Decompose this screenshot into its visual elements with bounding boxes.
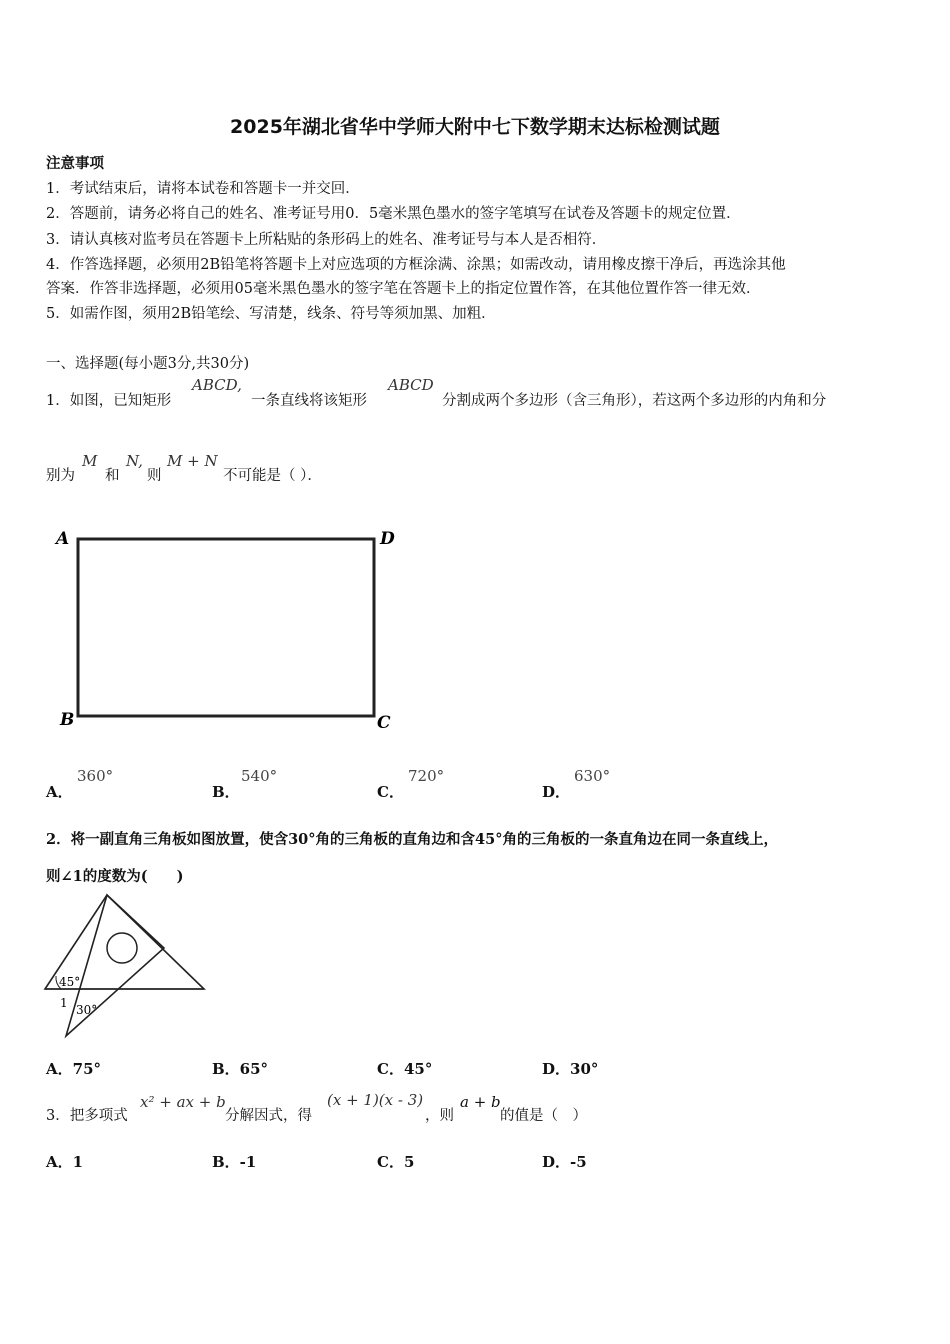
angle-1-label: 1: [60, 996, 68, 1010]
q2-option-c[interactable]: C．45°: [377, 1060, 433, 1078]
q1-option-a-value: 360°: [77, 767, 114, 785]
q1-option-d-value: 630°: [574, 767, 611, 785]
notice-line-5: 答案．作答非选择题，必须用05毫米黑色墨水的签字笔在答题卡上的指定位置作答，在其他位置作答一律无效．: [46, 281, 761, 297]
q3-option-d[interactable]: D．-5: [542, 1153, 587, 1171]
vertex-a: A: [56, 529, 70, 549]
q1-text-5: 和: [105, 468, 120, 484]
vertex-d: D: [380, 529, 395, 549]
q3-text-1: 3．把多项式: [46, 1108, 128, 1124]
q2-line-2: 则∠1的度数为( ): [46, 868, 184, 885]
q3-text-2: 分解因式，得: [225, 1108, 312, 1124]
vertex-b: B: [60, 710, 75, 730]
q3-text-3: ，则: [425, 1108, 454, 1124]
vertex-c: C: [377, 713, 391, 733]
q1-option-b-letter[interactable]: B．: [212, 783, 240, 801]
q1-math-m-plus-n: M + N: [167, 452, 218, 470]
rectangle-abcd: [78, 539, 374, 716]
page-title: 2025年湖北省华中学师大附中七下数学期末达标检测试题: [230, 116, 720, 138]
angle-45-label: 45°: [59, 975, 81, 989]
triangle-figure: [42, 892, 212, 1042]
notice-line-6: 5．如需作图，须用2B铅笔绘、写清楚，线条、符号等须加黑、加粗．: [46, 306, 496, 322]
q1-option-a-letter[interactable]: A．: [46, 783, 73, 801]
q1-text-3: 分割成两个多边形（含三角形），若这两个多边形的内角和分: [442, 393, 827, 409]
q1-math-n: N,: [126, 452, 143, 470]
q2-option-b[interactable]: B．65°: [212, 1060, 269, 1078]
q3-math-polynomial: x² + ax + b: [140, 1093, 226, 1111]
hole-circle: [107, 933, 137, 963]
q1-text-4: 别为: [46, 468, 75, 484]
notice-line-2: 2．答题前，请务必将自己的姓名、准考证号用0．5毫米黑色墨水的签字笔填写在试卷及答题卡的规定位置．: [46, 206, 741, 222]
q3-option-b[interactable]: B．-1: [212, 1153, 257, 1171]
q2-option-a[interactable]: A．75°: [46, 1060, 102, 1078]
notice-line-4: 4．作答选择题，必须用2B铅笔将答题卡上对应选项的方框涂满、涂黑；如需改动，请用橡皮擦干净后，再选涂其他: [46, 257, 786, 273]
rectangle-figure: [50, 522, 400, 737]
q3-option-c[interactable]: C．5: [377, 1153, 415, 1171]
q1-text-1: 1．如图，已知矩形: [46, 393, 172, 409]
q2-option-d[interactable]: D．30°: [542, 1060, 599, 1078]
angle-30-label: 30°: [76, 1003, 98, 1017]
q1-math-m: M: [82, 452, 98, 470]
q1-text-2: 一条直线将该矩形: [251, 393, 367, 409]
q1-option-b-value: 540°: [241, 767, 278, 785]
q3-math-factored: (x + 1)(x - 3): [327, 1091, 424, 1109]
q3-text-4: 的值是（ ）: [500, 1108, 587, 1124]
q1-math-abcd-2: ABCD: [388, 376, 434, 394]
notice-line-1: 1．考试结束后，请将本试卷和答题卡一并交回．: [46, 181, 360, 197]
notice-line-3: 3．请认真核对监考员在答题卡上所粘贴的条形码上的姓名、准考证号与本人是否相符．: [46, 232, 607, 248]
notice-heading: 注意事项: [46, 155, 104, 172]
q1-text-7: 不可能是（ ）．: [223, 468, 322, 484]
q1-option-c-letter[interactable]: C．: [377, 783, 404, 801]
q3-option-a[interactable]: A．1: [46, 1153, 84, 1171]
q3-math-a-plus-b: a + b: [460, 1093, 501, 1111]
q1-option-d-letter[interactable]: D．: [542, 783, 571, 801]
q1-text-6: 则: [147, 468, 162, 484]
q2-line-1: 2．将一副直角三角板如图放置，使含30°角的三角板的直角边和含45°角的三角板的一条直角边在同一条直线上，: [46, 831, 778, 848]
section-heading: 一、选择题(每小题3分,共30分): [46, 356, 250, 372]
q1-option-c-value: 720°: [408, 767, 445, 785]
q1-math-abcd: ABCD,: [192, 376, 242, 394]
